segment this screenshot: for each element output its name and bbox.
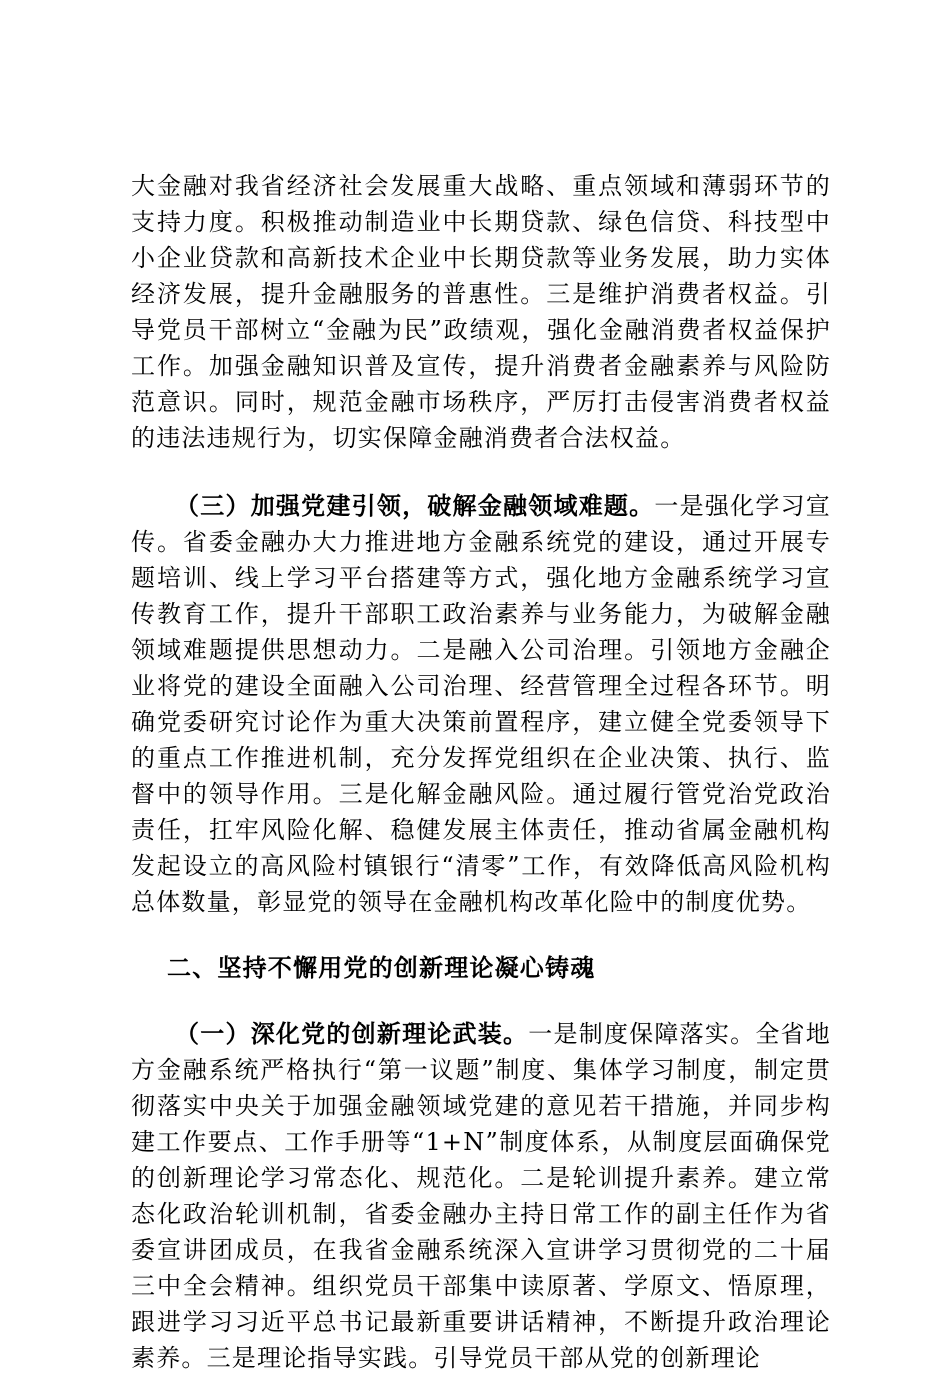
paragraph-continuation bbox=[131, 168, 831, 456]
paragraph-spacer bbox=[131, 456, 831, 488]
section-heading: 二、坚持不懈用党的创新理论凝心铸魂 bbox=[167, 954, 596, 982]
paragraph-lead-heading: （三）加强党建引领，破解金融领域难题。 bbox=[175, 492, 655, 520]
paragraph-text: 一是制度保障落实。全省地方金融系统严格执行“第一议题”制度、集体学习制度，制定贯彻落实中央关于加强金融领域党建的意见若干措施，并同步构建工作要点、工作手册等“1+N”制度体系，从制度层面确保党的创新理论学习常态化、规范化。二是轮训提升素养。建立常态化政治轮训机制，省委金融办主持日常工作的副主任作为省委宣讲团成员，在我省金融系统深入宣讲学习贯彻党的二十届三中全会精神。组织党员干部集中读原著、学原文、悟原理，跟进学习习近平总书记最新重要讲话精神，不断提升政治理论素养。三是理论指导实践。引导党员干部从党的创新理论 bbox=[131, 1020, 831, 1372]
paragraph-spacer bbox=[131, 986, 831, 1016]
paragraph-lead-heading: （一）深化党的创新理论武装。 bbox=[175, 1020, 529, 1048]
paragraph-subsection-1 bbox=[131, 1016, 831, 1376]
document-body bbox=[131, 168, 831, 1376]
paragraph-spacer bbox=[131, 920, 831, 950]
paragraph-section-3 bbox=[131, 488, 831, 920]
paragraph-text: 大金融对我省经济社会发展重大战略、重点领域和薄弱环节的支持力度。积极推动制造业中长期贷款、绿色信贷、科技型中小企业贷款和高新技术企业中长期贷款等业务发展，助力实体经济发展，提升金融服务的普惠性。三是维护消费者权益。引导党员干部树立“金融为民”政绩观，强化金融消费者权益保护工作。加强金融知识普及宣传，提升消费者金融素养与风险防范意识。同时，规范金融市场秩序，严厉打击侵害消费者权益的违法违规行为，切实保障金融消费者合法权益。 bbox=[131, 172, 831, 452]
paragraph-text: 一是强化学习宣传。省委金融办大力推进地方金融系统党的建设，通过开展专题培训、线上学习平台搭建等方式，强化地方金融系统学习宣传教育工作，提升干部职工政治素养与业务能力，为破解金融领域难题提供思想动力。二是融入公司治理。引领地方金融企业将党的建设全面融入公司治理、经营管理全过程各环节。明确党委研究讨论作为重大决策前置程序，建立健全党委领导下的重点工作推进机制，充分发挥党组织在企业决策、执行、监督中的领导作用。三是化解金融风险。通过履行管党治党政治责任，扛牢风险化解、稳健发展主体责任，推动省属金融机构发起设立的高风险村镇银行“清零”工作，有效降低高风险机构总体数量，彰显党的领导在金融机构改革化险中的制度优势。 bbox=[131, 492, 831, 916]
